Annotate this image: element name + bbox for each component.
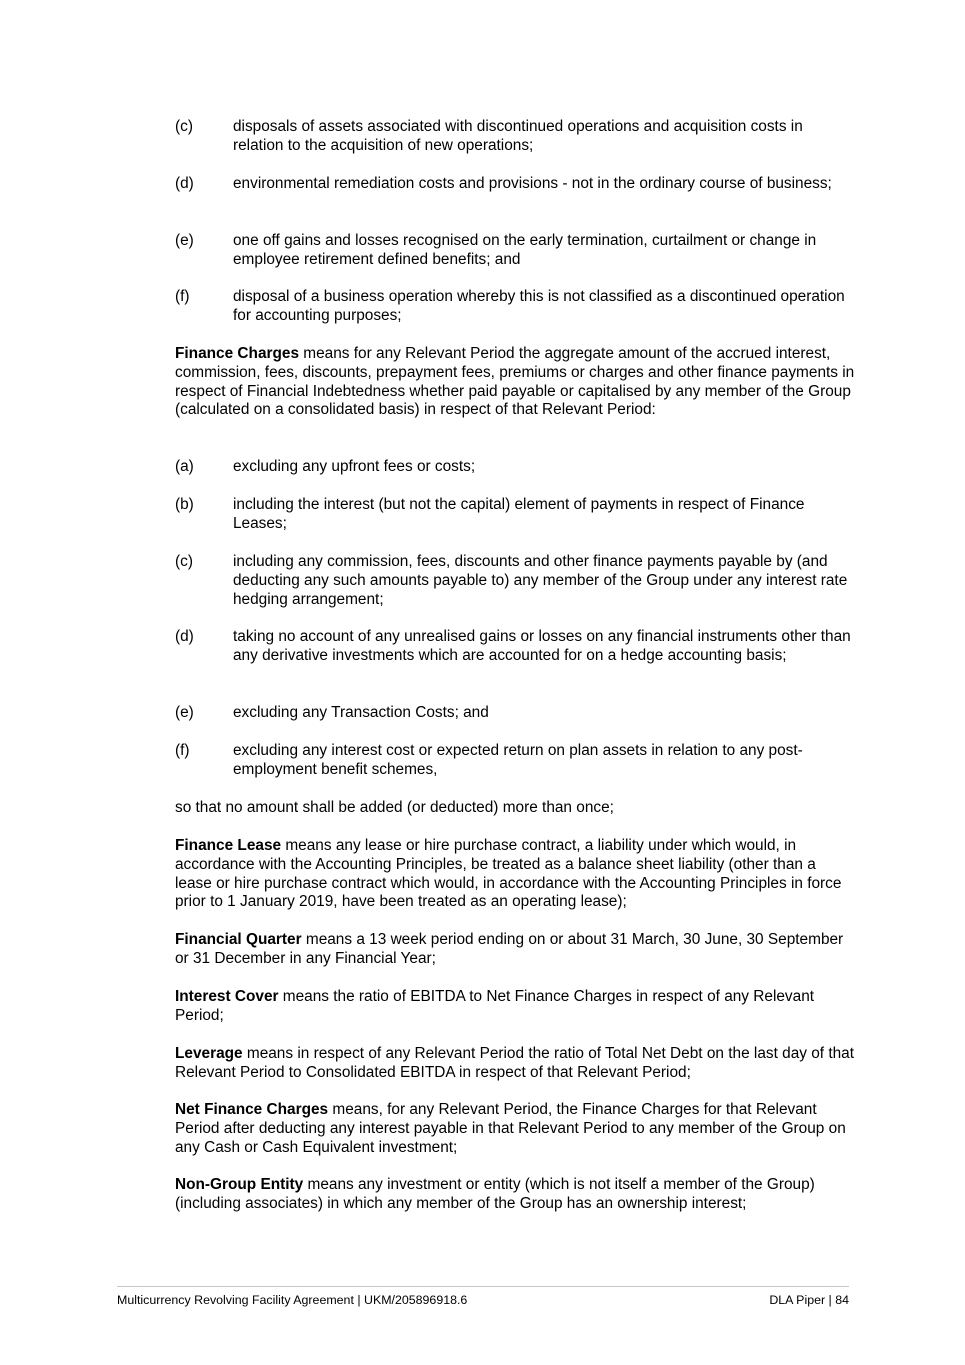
list-label: (c) [175,118,193,135]
list-text: excluding any interest cost or expected return on plan assets in relation to any post-employment benefit schemes, [233,742,803,778]
list-label: (e) [175,232,194,249]
definition-term: Net Finance Charges [175,1101,329,1118]
definition-text: means the ratio of EBITDA to Net Finance Charges in respect of any Relevant Period; [175,988,815,1024]
list-label: (f) [175,742,190,759]
definition-term: Financial Quarter [175,931,302,948]
list-text: environmental remediation costs and provisions - not in the ordinary course of business; [233,175,832,192]
footer-page-number: DLA Piper | 84 [769,1293,849,1307]
list-text: excluding any Transaction Costs; and [233,704,489,721]
definition-leverage [175,1045,855,1083]
so-that-paragraph: so that no amount shall be added (or deducted) more than once; [175,799,614,816]
list-text: disposals of assets associated with discontinued operations and acquisition costs in relation to the acquisition of new operations; [233,118,803,154]
definition-financial-quarter [175,931,855,969]
definition-finance-charges [175,345,855,420]
list-text: including any commission, fees, discounts and other finance payments payable by (and deducting any such amounts payable to) any member of the Group under any interest rate hedging arrangement; [233,553,848,608]
definition-interest-cover [175,988,855,1026]
definition-text: means a 13 week period ending on or about 31 March, 30 June, 30 September or 31 December in any Financial Year; [175,931,844,967]
list-text: one off gains and losses recognised on the early termination, curtailment or change in employee retirement defined benefits; and [233,232,817,268]
definition-non-group-entity [175,1176,855,1214]
definition-term: Finance Lease [175,837,282,854]
definition-text: means any investment or entity (which is not itself a member of the Group) (including associates) in which any member of the Group has an ownership interest; [175,1176,815,1212]
list-text: disposal of a business operation whereby this is not classified as a discontinued operation for accounting purposes; [233,288,845,324]
footer-divider [117,1286,849,1287]
definition-term: Non-Group Entity [175,1176,304,1193]
list-label: (c) [175,553,193,570]
list-label: (b) [175,496,194,513]
definition-text: means, for any Relevant Period, the Finance Charges for that Relevant Period after deducting any interest payable in that Relevant Period to any member of the Group on any Cash or Cash Equivalent investment; [175,1101,846,1156]
list-label: (f) [175,288,190,305]
list-text: excluding any upfront fees or costs; [233,458,476,475]
list-text: taking no account of any unrealised gains or losses on any financial instruments other than any derivative investments which are accounted for on a hedge accounting basis; [233,628,851,664]
list-label: (d) [175,175,194,192]
definition-term: Leverage [175,1045,243,1062]
list-label: (a) [175,458,194,475]
definition-net-finance-charges [175,1101,855,1157]
list-label: (d) [175,628,194,645]
definition-term: Interest Cover [175,988,279,1005]
list-text: including the interest (but not the capital) element of payments in respect of Finance Leases; [233,496,805,532]
footer-document-reference: Multicurrency Revolving Facility Agreement | UKM/205896918.6 [117,1293,468,1307]
definition-text: means in respect of any Relevant Period the ratio of Total Net Debt on the last day of that Relevant Period to Consolidated EBITDA in respect of that Relevant Period; [175,1045,855,1081]
definition-finance-lease [175,837,855,912]
definition-text: means any lease or hire purchase contract, a liability under which would, in accordance with the Accounting Principles, be treated as a balance sheet liability (other than a lease or hire purchase contract which would, in accordance with the Accounting Principles in force prior to 1 January 2019, have been treated as an operating lease); [175,837,842,911]
list-label: (e) [175,704,194,721]
definition-term: Finance Charges [175,345,300,362]
definition-text: means for any Relevant Period the aggregate amount of the accrued interest, commission, fees, discounts, prepayment fees, premiums or charges and other finance payments in respect of Financial Indebtedness whether paid payable or capitalised by any member of the Group (calculated on a consolidated basis) in respect of that Relevant Period: [175,345,855,419]
